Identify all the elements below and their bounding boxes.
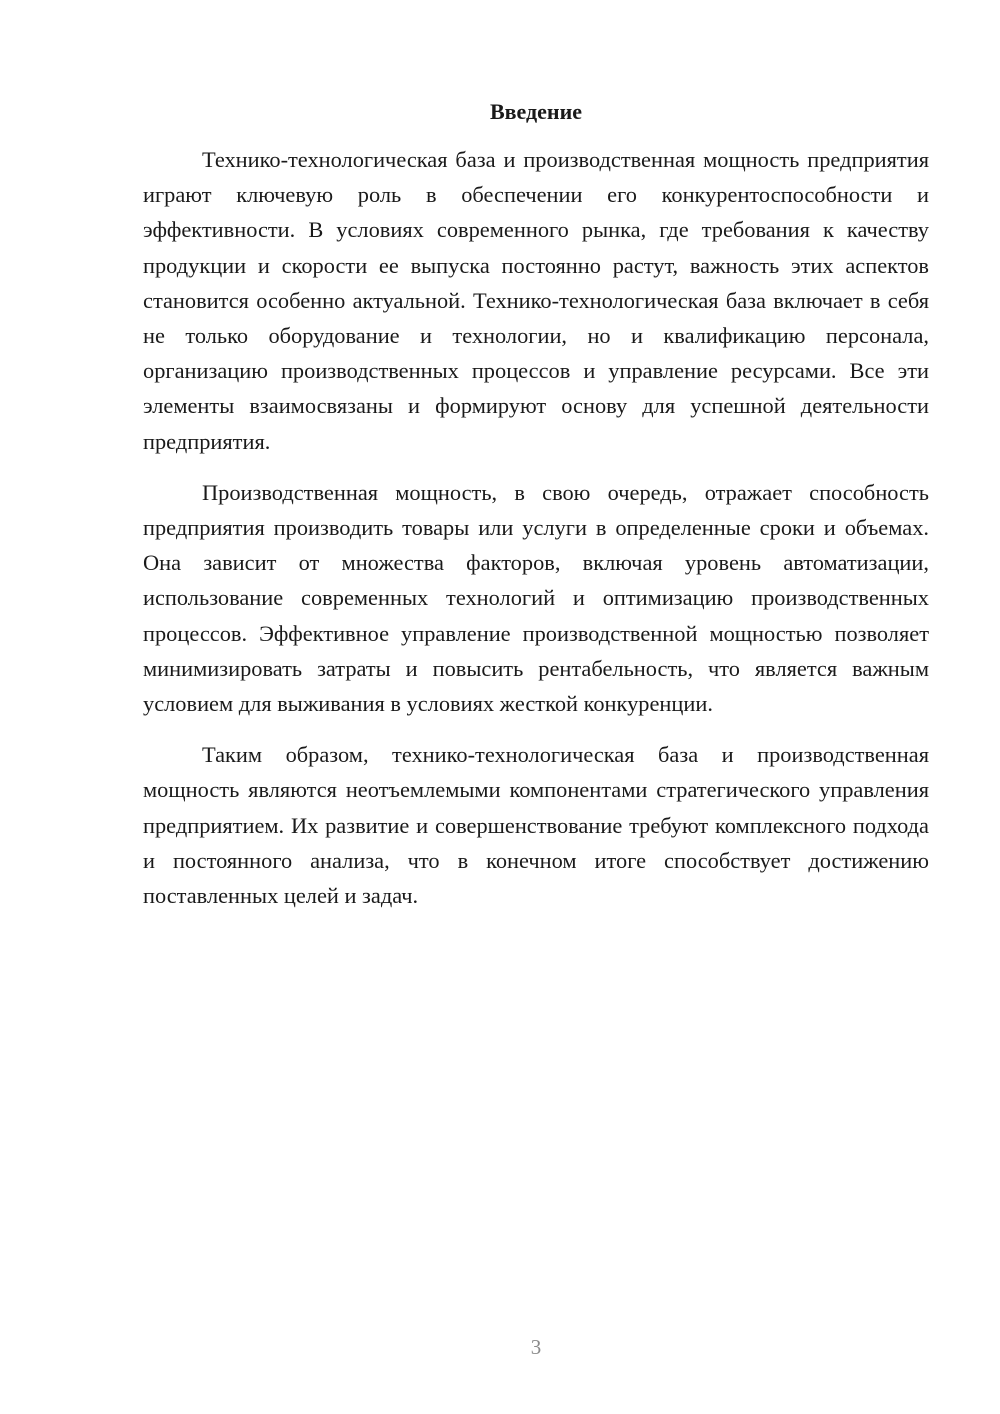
section-title: Введение (489, 99, 583, 124)
page-number: 3 (530, 1335, 542, 1359)
paragraph-1: Технико-технологическая база и производственная мощность предприятия играют ключевую роль в обеспечении его конкурентоспособности и эффективности. В условиях современного рынка, где требования к качеству продукции и скорости ее выпуска постоянно растут, важность этих аспектов становится особенно актуальной. Технико-технологическая база включает в себя не только оборудование и технологии, но и квалификацию персонала, организацию производственных процессов и управление ресурсами. Все эти элементы взаимосвязаны и формируют основу для успешной деятельности предприятия. (143, 147, 929, 454)
paragraph-2: Производственная мощность, в свою очередь, отражает способность предприятия производить товары или услуги в определенные сроки и объемах. Она зависит от множества факторов, включая уровень автоматизации, использование современных технологий и оптимизацию производственных процессов. Эффективное управление производственной мощностью позволяет минимизировать затраты и повысить рентабельность, что является важным условием для выживания в условиях жесткой конкуренции. (143, 479, 929, 717)
body-text (143, 142, 929, 913)
paragraph-3: Таким образом, технико-технологическая база и производственная мощность являются неотъемлемыми компонентами стратегического управления предприятием. Их развитие и совершенствование требуют комплексного подхода и постоянного анализа, что в конечном итоге способствует достижению поставленных целей и задач. (143, 742, 929, 909)
